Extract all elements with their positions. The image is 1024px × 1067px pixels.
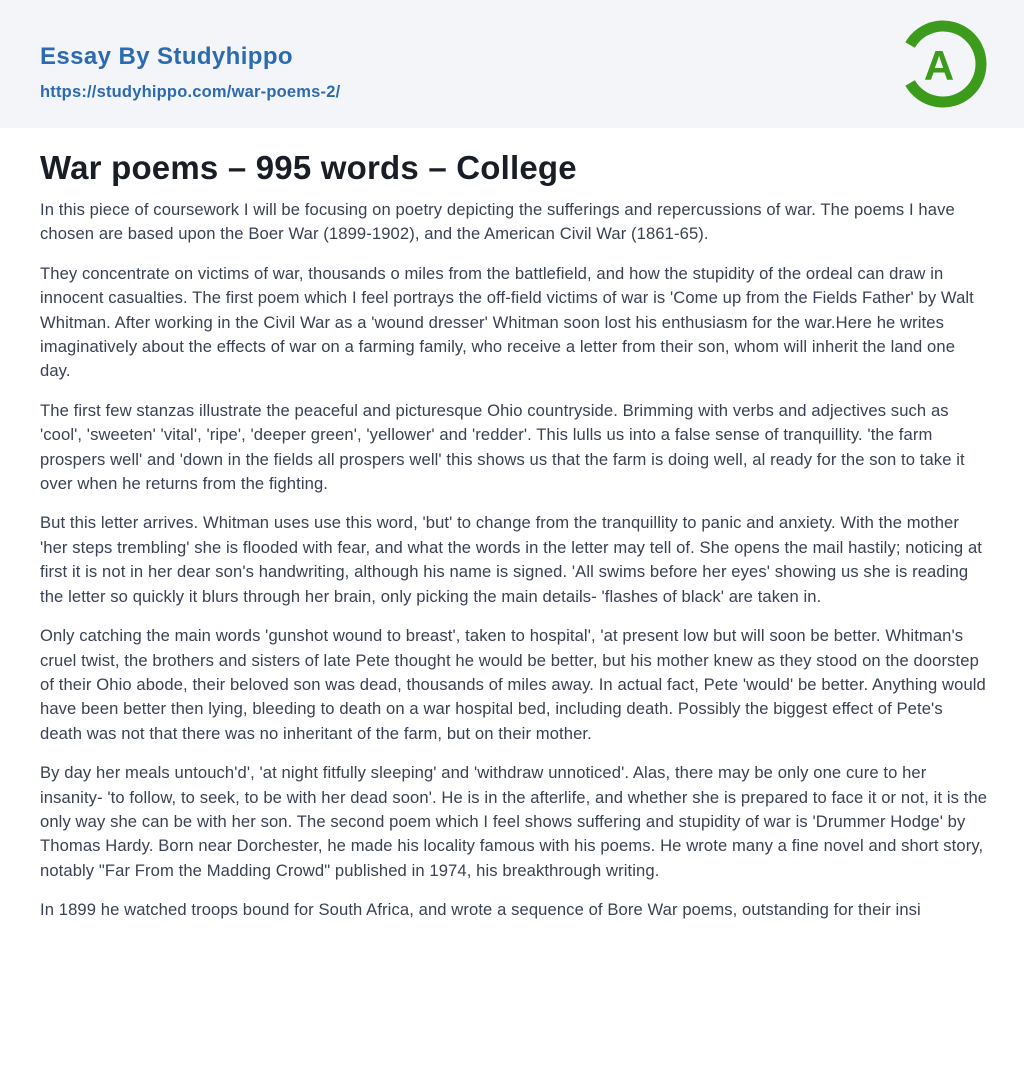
essay-paragraph: In 1899 he watched troops bound for South Africa, and wrote a sequence of Bore War poems, outstanding for their insi [40,900,921,920]
essay-paragraph: But this letter arrives. Whitman uses use this word, 'but' to change from the tranquillity to panic and anxiety. With the mother 'her steps trembling' she is flooded with fear, and what the words in the letter may tell of. She opens the mail hastily; noticing at first it is not in her dear son's handwriting, although his name is signed. 'All swims before her eyes' showing us she is reading the letter so quickly it blurs through her brain, only picking the main details- 'flashes of black' are taken in. [40,513,983,606]
article-title: War poems – 995 words – College [40,149,577,186]
essay-paragraph: Only catching the main words 'gunshot wound to breast', taken to hospital', 'at present low but will soon be better. Whitman's cruel twist, the brothers and sisters of late Pete thought he would be better, but his mother knew as they stood on the doorstep of their Ohio abode, their beloved son was dead, thousands of miles away. In actual fact, Pete 'would' be better. Anything would have been better then lying, bleeding to death on a war hospital bed, including death. Possibly the biggest effect of Pete's death was not that there was no inheritant of the farm, but on their mother. [40,626,986,743]
site-url-link[interactable]: https://studyhippo.com/war-poems-2/ [40,83,341,101]
essay-paragraph: By day her meals untouch'd', 'at night fitfully sleeping' and 'withdraw unnoticed'. Alas, there may be only one cure to her insanity- 'to follow, to seek, to be with her dead soon'. He is in the afterlife, and whether she is prepared to face it or not, it is the only way she can be with her son. The second poem which I feel shows suffering and stupidity of war is 'Drummer Hodge' by Thomas Hardy. Born near Dorchester, he made his locality famous with his poems. He wrote many a fine novel and short story, notably "Far From the Madding Crowd" published in 1974, his breakthrough writing. [40,763,988,880]
site-title: Essay By Studyhippo [40,43,293,70]
essay-body [0,147,1024,923]
essay-paragraph: They concentrate on victims of war, thousands o miles from the battlefield, and how the stupidity of the ordeal can draw in innocent casualties. The first poem which I feel portrays the off-field victims of war is 'Come up from the Fields Father' by Walt Whitman. After working in the Civil War as a 'wound dresser' Whitman soon lost his enthusiasm for the war.Here he writes imaginatively about the effects of war on a farming family, who receive a letter from their son, whom will inherit the land one day. [40,263,974,381]
page-header [0,0,1024,128]
essay-paragraph: The first few stanzas illustrate the peaceful and picturesque Ohio countryside. Brimming with verbs and adjectives such as 'cool', 'sweeten' 'vital', 'ripe', 'deeper green', 'yellower' and 'redder'. This lulls us into a false sense of tranquillity. 'the farm prospers well' and 'down in the fields all prospers well' this shows us that the farm is doing well, al ready for the son to take it over when he returns from the fighting. [40,400,965,494]
essay-paragraph: In this piece of coursework I will be focusing on poetry depicting the sufferings and repercussions of war. The poems I have chosen are based upon the Boer War (1899-1902), and the American Civil War (1861-65). [40,200,955,244]
logo-letter: A [923,42,955,89]
studyhippo-logo-icon [898,19,988,109]
